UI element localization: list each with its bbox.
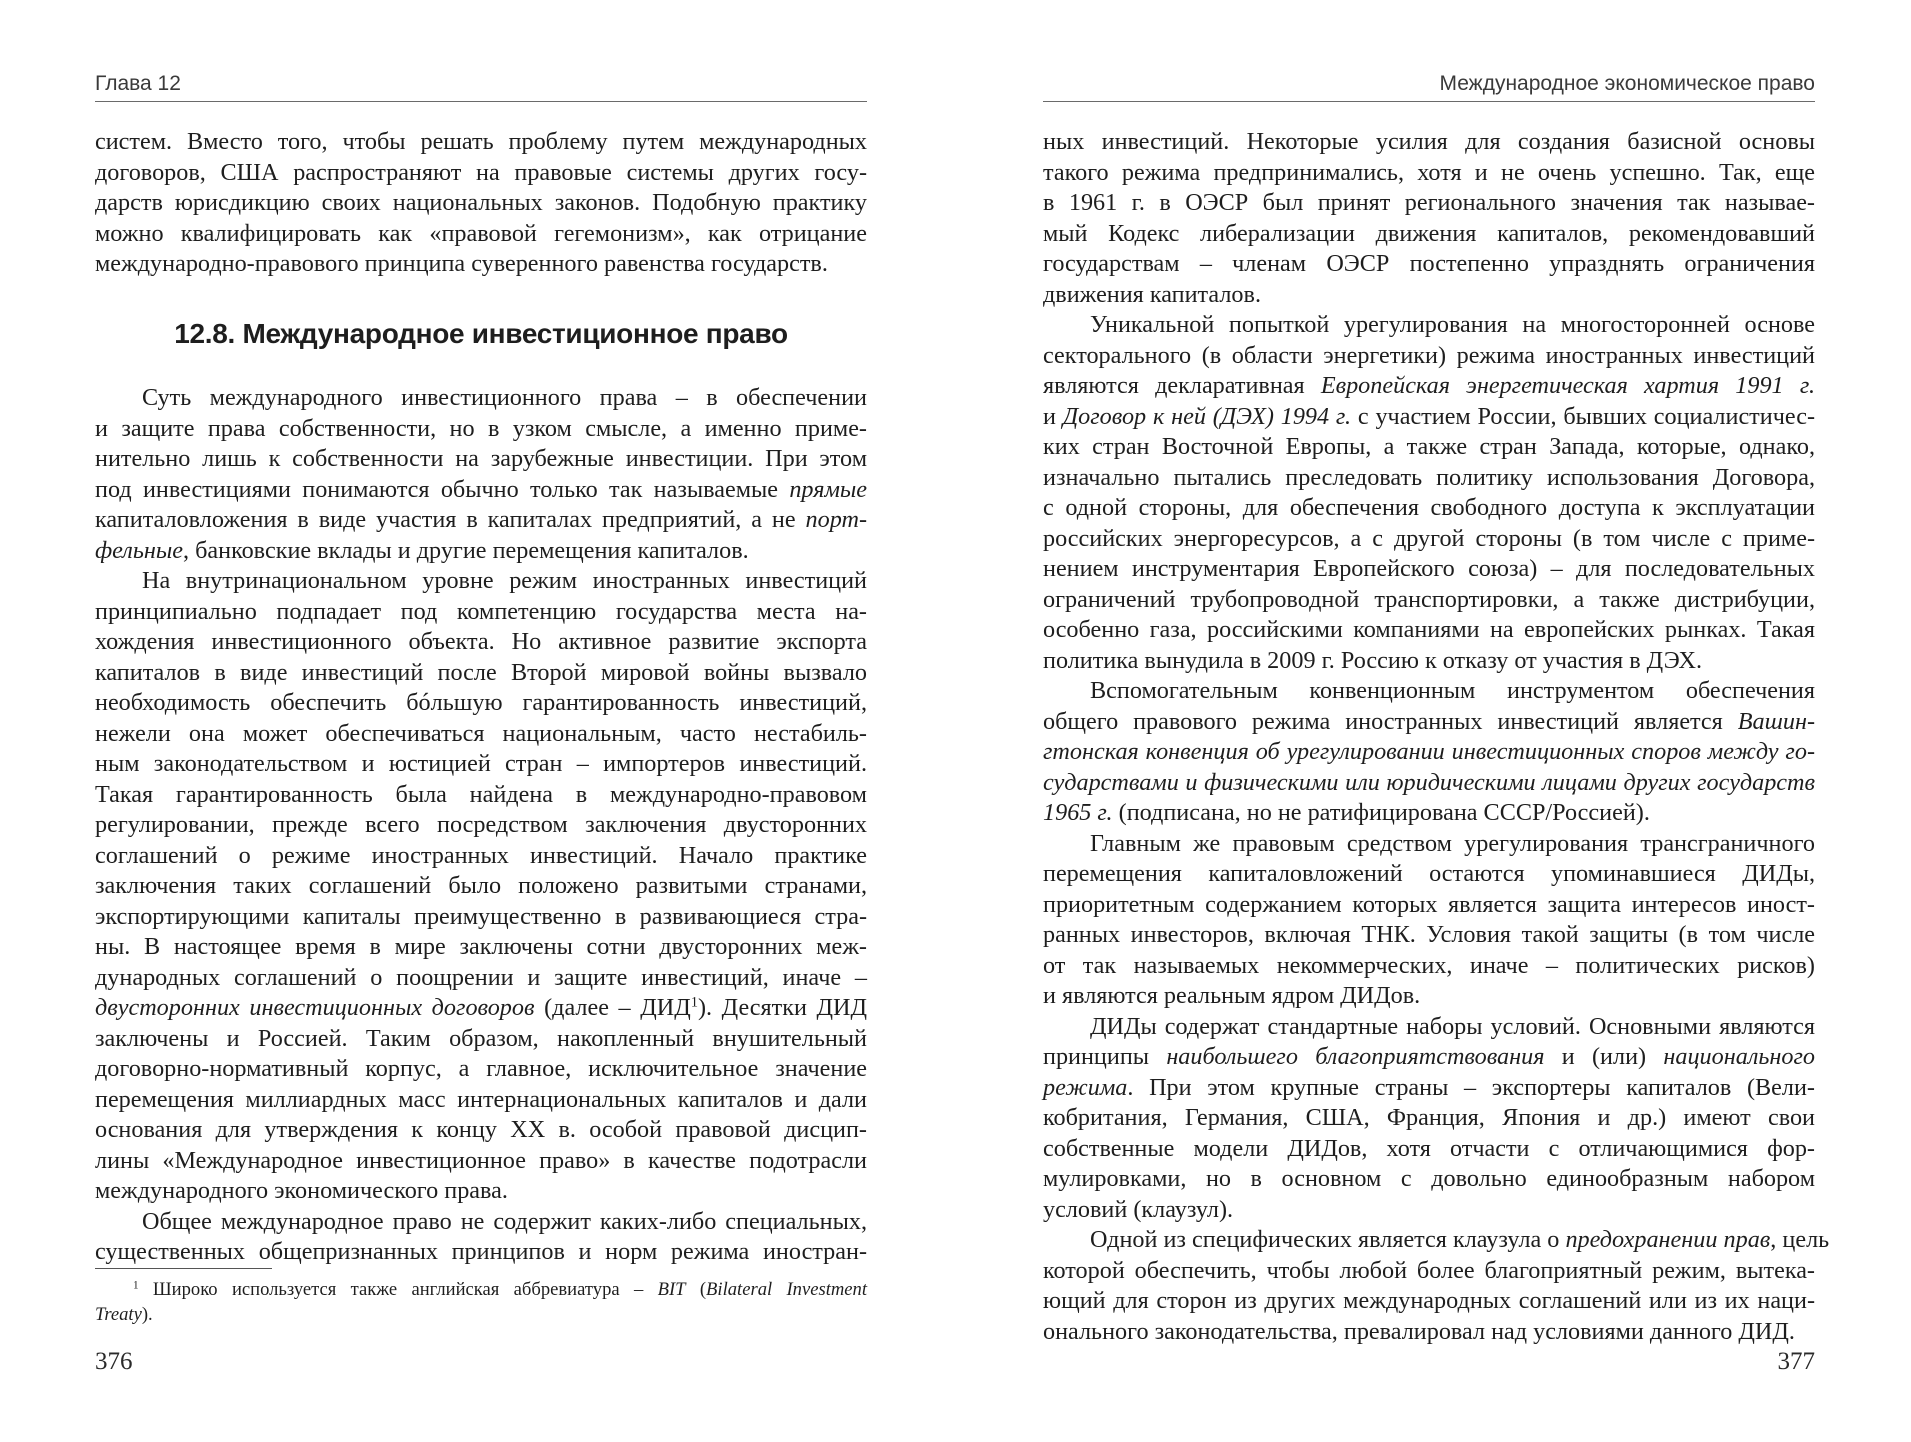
text-line: нежели она может обеспечиваться национальным, часто нестабиль- <box>95 719 867 747</box>
text-line: Общее международное право не содержит каких-либо специальных, <box>142 1207 867 1235</box>
text-line: соглашений о режиме иностранных инвестиций. Начало практике <box>95 841 867 869</box>
text-line: двусторонних инвестиционных договоров (далее – ДИД$^1$). Десятки ДИД <box>95 994 867 1021</box>
text-line: заключены и Россией. Таким образом, накопленный внушительный <box>95 1024 867 1052</box>
text-line: движения капиталов. <box>1043 280 1261 308</box>
text-line: Такая гарантированность была найдена в международно-правовом <box>95 780 867 808</box>
text-line: лины «Международное инвестиционное право» в качестве подотрасли <box>95 1146 867 1174</box>
text-line: мулировками, но в основном с довольно единообразным набором <box>1043 1165 1815 1192</box>
footnote-ref: 1 <box>690 994 698 1011</box>
text-line: экспортирующими капиталы преимущественно в развивающиеся стра- <box>95 902 867 930</box>
footnote <box>95 1277 867 1327</box>
text-line: принципиально подпадает под компетенцию государства места на- <box>95 597 867 625</box>
text-line: ющий для сторон из других международных соглашений или из их наци- <box>1043 1287 1815 1314</box>
text-line: с одной стороны, для обеспечения свободного доступа к эксплуатации <box>1043 494 1815 521</box>
text-line: от так называемых некоммерческих, иначе – политических рисков) <box>1043 951 1815 979</box>
text-line: кобритания, Германия, США, Франция, Япония и др.) имеют свои <box>1043 1104 1815 1131</box>
text-line: договорно-нормативный корпус, а главное, исключительное значение <box>95 1055 867 1082</box>
text-line: гтонская конвенция об урегулировании инвестиционных споров между го- <box>1043 738 1815 765</box>
text-line: ограничений трубопроводной транспортировки, а также дистрибуции, <box>1043 585 1815 613</box>
text-line: изначально пытались преследовать политику использования Договора, <box>1043 463 1815 491</box>
text-line: политика вынудила в 2009 г. Россию к отказу от участия в ДЭХ. <box>1043 646 1703 674</box>
right-page-body <box>1043 127 1830 1347</box>
text-line: фельные, банковские вклады и другие перемещения капиталов. <box>95 536 749 564</box>
text-line: секторального (в области энергетики) режима иностранных инвестиций <box>1043 341 1815 369</box>
text-line: регулировании, прежде всего посредством заключения двусторонних <box>95 811 867 838</box>
text-line: перемещения капиталовложений остаются упоминавшиеся ДИДы, <box>1043 860 1815 887</box>
text-line: и являются реальным ядром ДИДов. <box>1043 982 1421 1009</box>
text-line: 1965 г. (подписана, но не ратифицирована СССР/Россией). <box>1043 799 1650 826</box>
text-line: режима. При этом крупные страны – экспортеры капиталов (Вели- <box>1043 1073 1815 1101</box>
left-page <box>95 0 867 1442</box>
text-line: ких стран Восточной Европы, а также стран Запада, которые, однако, <box>1043 433 1815 460</box>
running-head: Глава 12 <box>95 72 181 95</box>
text-line: дарств юрисдикцию своих национальных законов. Подобную практику <box>95 189 867 216</box>
text-line: международно-правового принципа суверенного равенства государств. <box>95 250 828 277</box>
text-line: онального законодательства, превалировал над условиями данного ДИД. <box>1043 1317 1795 1345</box>
intro-paragraph <box>95 127 867 280</box>
text-line: нительно лишь к собственности на зарубежные инвестиции. При этом <box>95 445 867 472</box>
text-line: принципы наибольшего благоприятствования и (или) национального <box>1043 1043 1816 1070</box>
text-line: капиталов в виде инвестиций после Второй мировой войны вызвало <box>95 658 867 686</box>
running-head: Международное экономическое право <box>1439 72 1815 95</box>
right-page <box>1043 0 1830 1442</box>
text-line: в 1961 г. в ОЭСР был принят регионального значения так называе- <box>1043 189 1815 216</box>
footnote-rule <box>95 1268 272 1269</box>
text-line: Главным же правовым средством урегулирования трансграничного <box>1090 829 1815 857</box>
text-line: На внутринациональном уровне режим иностранных инвестиций <box>142 567 867 594</box>
text-line: приоритетным содержанием которых является защита интересов иност- <box>1043 890 1815 918</box>
text-line: Вспомогательным конвенционным инструментом обеспечения <box>1090 677 1815 704</box>
text-line: такого режима предпринимались, хотя и не очень успешно. Так, еще <box>1043 158 1815 186</box>
text-line: особенно газа, российскими компаниями на европейских рынках. Такая <box>1043 616 1815 643</box>
section-body <box>95 383 867 1268</box>
text-line: ны. В настоящее время в мире заключены сотни двусторонних меж- <box>95 933 867 960</box>
text-line: Суть международного инвестиционного права – в обеспечении <box>142 384 867 411</box>
text-line: хождения инвестиционного объекта. Но активное развитие экспорта <box>95 628 867 655</box>
text-line: заключения таких соглашений было положено развитыми странами, <box>95 872 867 899</box>
text-line: собственные модели ДИДов, хотя отчасти с отличающимися фор- <box>1043 1134 1815 1162</box>
text-line: систем. Вместо того, чтобы решать проблему путем международных <box>95 128 867 155</box>
text-line: и защите права собственности, но в узком смысле, а именно приме- <box>95 414 867 442</box>
text-line: которой обеспечить, чтобы любой более благоприятный режим, вытека- <box>1043 1256 1815 1284</box>
text-line: условий (клаузул). <box>1043 1195 1234 1223</box>
page-number: 377 <box>1777 1348 1815 1375</box>
text-line: государствам – членам ОЭСР постепенно упразднять ограничения <box>1043 250 1815 277</box>
text-line: общего правового режима иностранных инвестиций является Вашин- <box>1043 707 1816 735</box>
page-number: 376 <box>95 1348 133 1375</box>
text-line: мый Кодекс либерализации движения капиталов, рекомендовавший <box>1043 219 1815 247</box>
text-line: Одной из специфических является клаузула о предохранении прав, цель <box>1090 1226 1830 1253</box>
text-line: Уникальной попыткой урегулирования на многосторонней основе <box>1090 311 1815 338</box>
footnote-line: Treaty). <box>95 1304 153 1325</box>
text-line: международного экономического права. <box>95 1177 508 1204</box>
text-line: ранных инвесторов, включая ТНК. Условия такой защиты (в том числе <box>1043 921 1815 948</box>
footnote-line: $^1$ Широко используется также английская аббревиатура – BIT (Bilateral Investment <box>133 1279 868 1300</box>
text-line: дународных соглашений о поощрении и защите инвестиций, иначе – <box>95 963 867 991</box>
text-line: договоров, США распространяют на правовые системы других госу- <box>95 158 867 186</box>
text-line: ДИДы содержат стандартные наборы условий. Основными являются <box>1090 1012 1815 1040</box>
text-line: под инвестициями понимаются обычно только так называемые прямые <box>95 475 867 503</box>
text-line: и Договор к ней (ДЭХ) 1994 г. с участием России, бывших социалистичес- <box>1043 402 1815 430</box>
text-line: существенных общепризнанных принципов и норм режима иностран- <box>95 1238 867 1265</box>
text-line: капиталовложения в виде участия в капиталах предприятий, а не порт- <box>95 506 868 533</box>
text-line: ных инвестиций. Некоторые усилия для создания базисной основы <box>1043 128 1815 155</box>
text-line: основания для утверждения к концу XX в. особой правовой дисцип- <box>95 1116 867 1143</box>
text-line: российских энергоресурсов, а с другой стороны (в том числе с приме- <box>1043 524 1815 552</box>
text-line: сударствами и физическими или юридическими лицами других государств <box>1043 768 1815 796</box>
text-line: нением инструментария Европейского союза) – для последовательных <box>1043 555 1815 582</box>
text-line: необходимость обеспечить бóльшую гарантированность инвестиций, <box>95 689 867 716</box>
section-title: 12.8. Международное инвестиционное право <box>174 318 788 349</box>
text-line: ным законодательством и юстицией стран – импортеров инвестиций. <box>95 750 867 777</box>
header-rule <box>1043 101 1815 102</box>
text-line: являются декларативная Европейская энергетическая хартия 1991 г. <box>1043 372 1815 399</box>
header-rule <box>95 101 867 102</box>
text-line: можно квалифицировать как «правовой гегемонизм», как отрицание <box>95 219 867 247</box>
text-line: перемещения миллиардных масс интернациональных капиталов и дали <box>95 1085 867 1113</box>
